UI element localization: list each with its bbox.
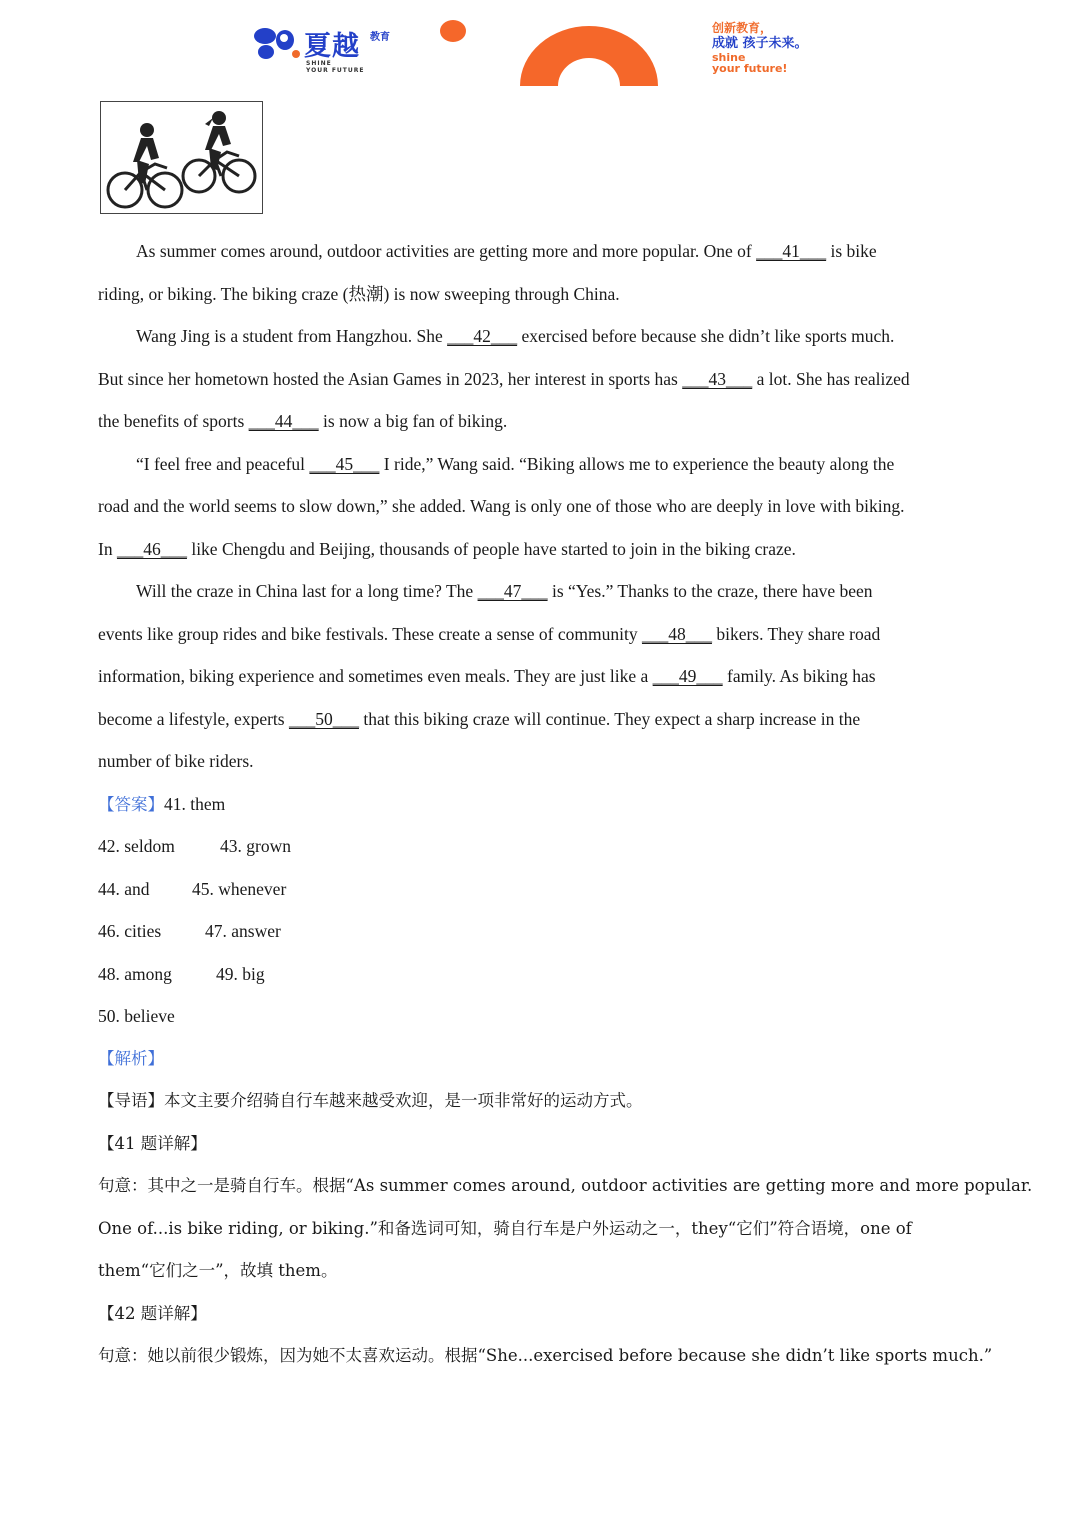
passage-line: the benefits of sports ___44___ is now a big fan of biking. bbox=[98, 411, 508, 431]
logo-superscript: 教育 bbox=[370, 32, 390, 43]
passage-line: As summer comes around, outdoor activities are getting more and more popular. One of ___41___ is bike bbox=[136, 241, 877, 261]
analysis-intro: 【导语】本文主要介绍骑自行车越来越受欢迎，是一项非常好的运动方式。 bbox=[98, 1091, 643, 1110]
page-header bbox=[0, 0, 1080, 92]
blank-48: ___48___ bbox=[641, 623, 712, 644]
answer-row bbox=[98, 910, 988, 953]
q42-explanation-line: 句意：她以前很少锻炼，因为她不太喜欢运动。根据“She...exercised before because she didn’t like sports much.” bbox=[98, 1346, 993, 1365]
answer-label: 【答案】 bbox=[98, 794, 164, 814]
blank-41: ___41___ bbox=[756, 241, 827, 261]
passage-line: Wang Jing is a student from Hangzhou. She ___42___ exercised before because she didn’t like sports much. bbox=[136, 326, 895, 346]
two-cyclists-icon bbox=[101, 102, 261, 212]
answer-41: 41. them bbox=[164, 793, 226, 814]
passage-line: In ___46___ like Chengdu and Beijing, thousands of people have started to join in the biking craze. bbox=[98, 538, 796, 559]
answer-48: 48. among bbox=[98, 963, 172, 984]
blank-45: ___45___ bbox=[309, 453, 380, 474]
answer-49: 49. big bbox=[216, 963, 265, 984]
answer-50: 50. believe bbox=[98, 1006, 175, 1026]
slogan-line-3: shine bbox=[712, 51, 746, 64]
answer-46: 46. cities bbox=[98, 921, 162, 941]
answer-row bbox=[98, 825, 988, 868]
passage-line: But since her hometown hosted the Asian Games in 2023, her interest in sports has ___43___ a lot. She has realized bbox=[98, 368, 910, 389]
blank-50: ___50___ bbox=[288, 708, 359, 729]
slogan-line-1: 创新教育， bbox=[712, 21, 773, 35]
answer-43: 43. grown bbox=[220, 836, 291, 856]
blank-47: ___47___ bbox=[477, 581, 548, 601]
answer-47: 47. answer bbox=[205, 921, 281, 941]
passage-line: events like group rides and bike festivals. These create a sense of community ___48___ bikers. They share road bbox=[98, 623, 881, 644]
q41-explanation-line: 句意：其中之一是骑自行车。根据“As summer comes around, outdoor activities are getting more and more popular. bbox=[98, 1176, 1033, 1195]
answer-row bbox=[98, 868, 988, 911]
passage-line: riding, or biking. The biking craze (热潮) is now sweeping through China. bbox=[98, 283, 620, 304]
blank-43: ___43___ bbox=[682, 368, 753, 389]
blank-44: ___44___ bbox=[248, 411, 319, 431]
q41-explanation-line: One of...is bike riding, or biking.”和备选词可知，骑自行车是户外运动之一，they“它们”符合语境，one of bbox=[98, 1218, 912, 1238]
slogan-line-2: 成就 孩子未来。 bbox=[712, 36, 808, 51]
q42-title: 【42 题详解】 bbox=[98, 1303, 207, 1323]
q41-title: 【41 题详解】 bbox=[98, 1133, 207, 1153]
orange-arch-icon bbox=[518, 24, 660, 86]
passage-line: become a lifestyle, experts ___50___ that this biking craze will continue. They expect a sharp increase in the bbox=[98, 708, 861, 729]
brand-slogan bbox=[712, 22, 808, 74]
blank-49: ___49___ bbox=[652, 666, 723, 686]
passage-line: road and the world seems to slow down,” she added. Wang is only one of those who are deeply in love with biking. bbox=[98, 496, 905, 516]
passage-line: Will the craze in China last for a long time? The ___47___ is “Yes.” Thanks to the craze, there have been bbox=[136, 581, 873, 601]
brand-logo bbox=[252, 24, 402, 76]
logo-english-line-2: YOUR FUTURE bbox=[306, 67, 365, 74]
passage-line: number of bike riders. bbox=[98, 751, 254, 771]
answer-44: 44. and bbox=[98, 878, 150, 899]
orange-dot-icon bbox=[438, 18, 468, 44]
logo-chinese-name: 夏越 bbox=[304, 31, 360, 62]
passage-line: “I feel free and peaceful ___45___ I ride,” Wang said. “Biking allows me to experience the beauty along the bbox=[136, 453, 895, 474]
answer-header-line bbox=[98, 783, 988, 826]
butterfly-logo-icon bbox=[252, 24, 302, 64]
slogan-line-4: your future! bbox=[712, 62, 788, 75]
q41-explanation-line: them“它们之一”，故填 them。 bbox=[98, 1261, 338, 1280]
logo-english-line-1: SHINE bbox=[306, 60, 332, 67]
answer-45: 45. whenever bbox=[192, 878, 287, 899]
cyclists-illustration bbox=[100, 101, 263, 214]
analysis-label: 【解析】 bbox=[98, 1048, 164, 1068]
passage-line: information, biking experience and sometimes even meals. They are just like a ___49___ family. As biking has bbox=[98, 666, 876, 686]
blank-46: ___46___ bbox=[116, 538, 187, 559]
document-body bbox=[98, 230, 1033, 1378]
answer-row bbox=[98, 953, 988, 996]
answer-42: 42. seldom bbox=[98, 836, 175, 856]
blank-42: ___42___ bbox=[447, 326, 518, 346]
